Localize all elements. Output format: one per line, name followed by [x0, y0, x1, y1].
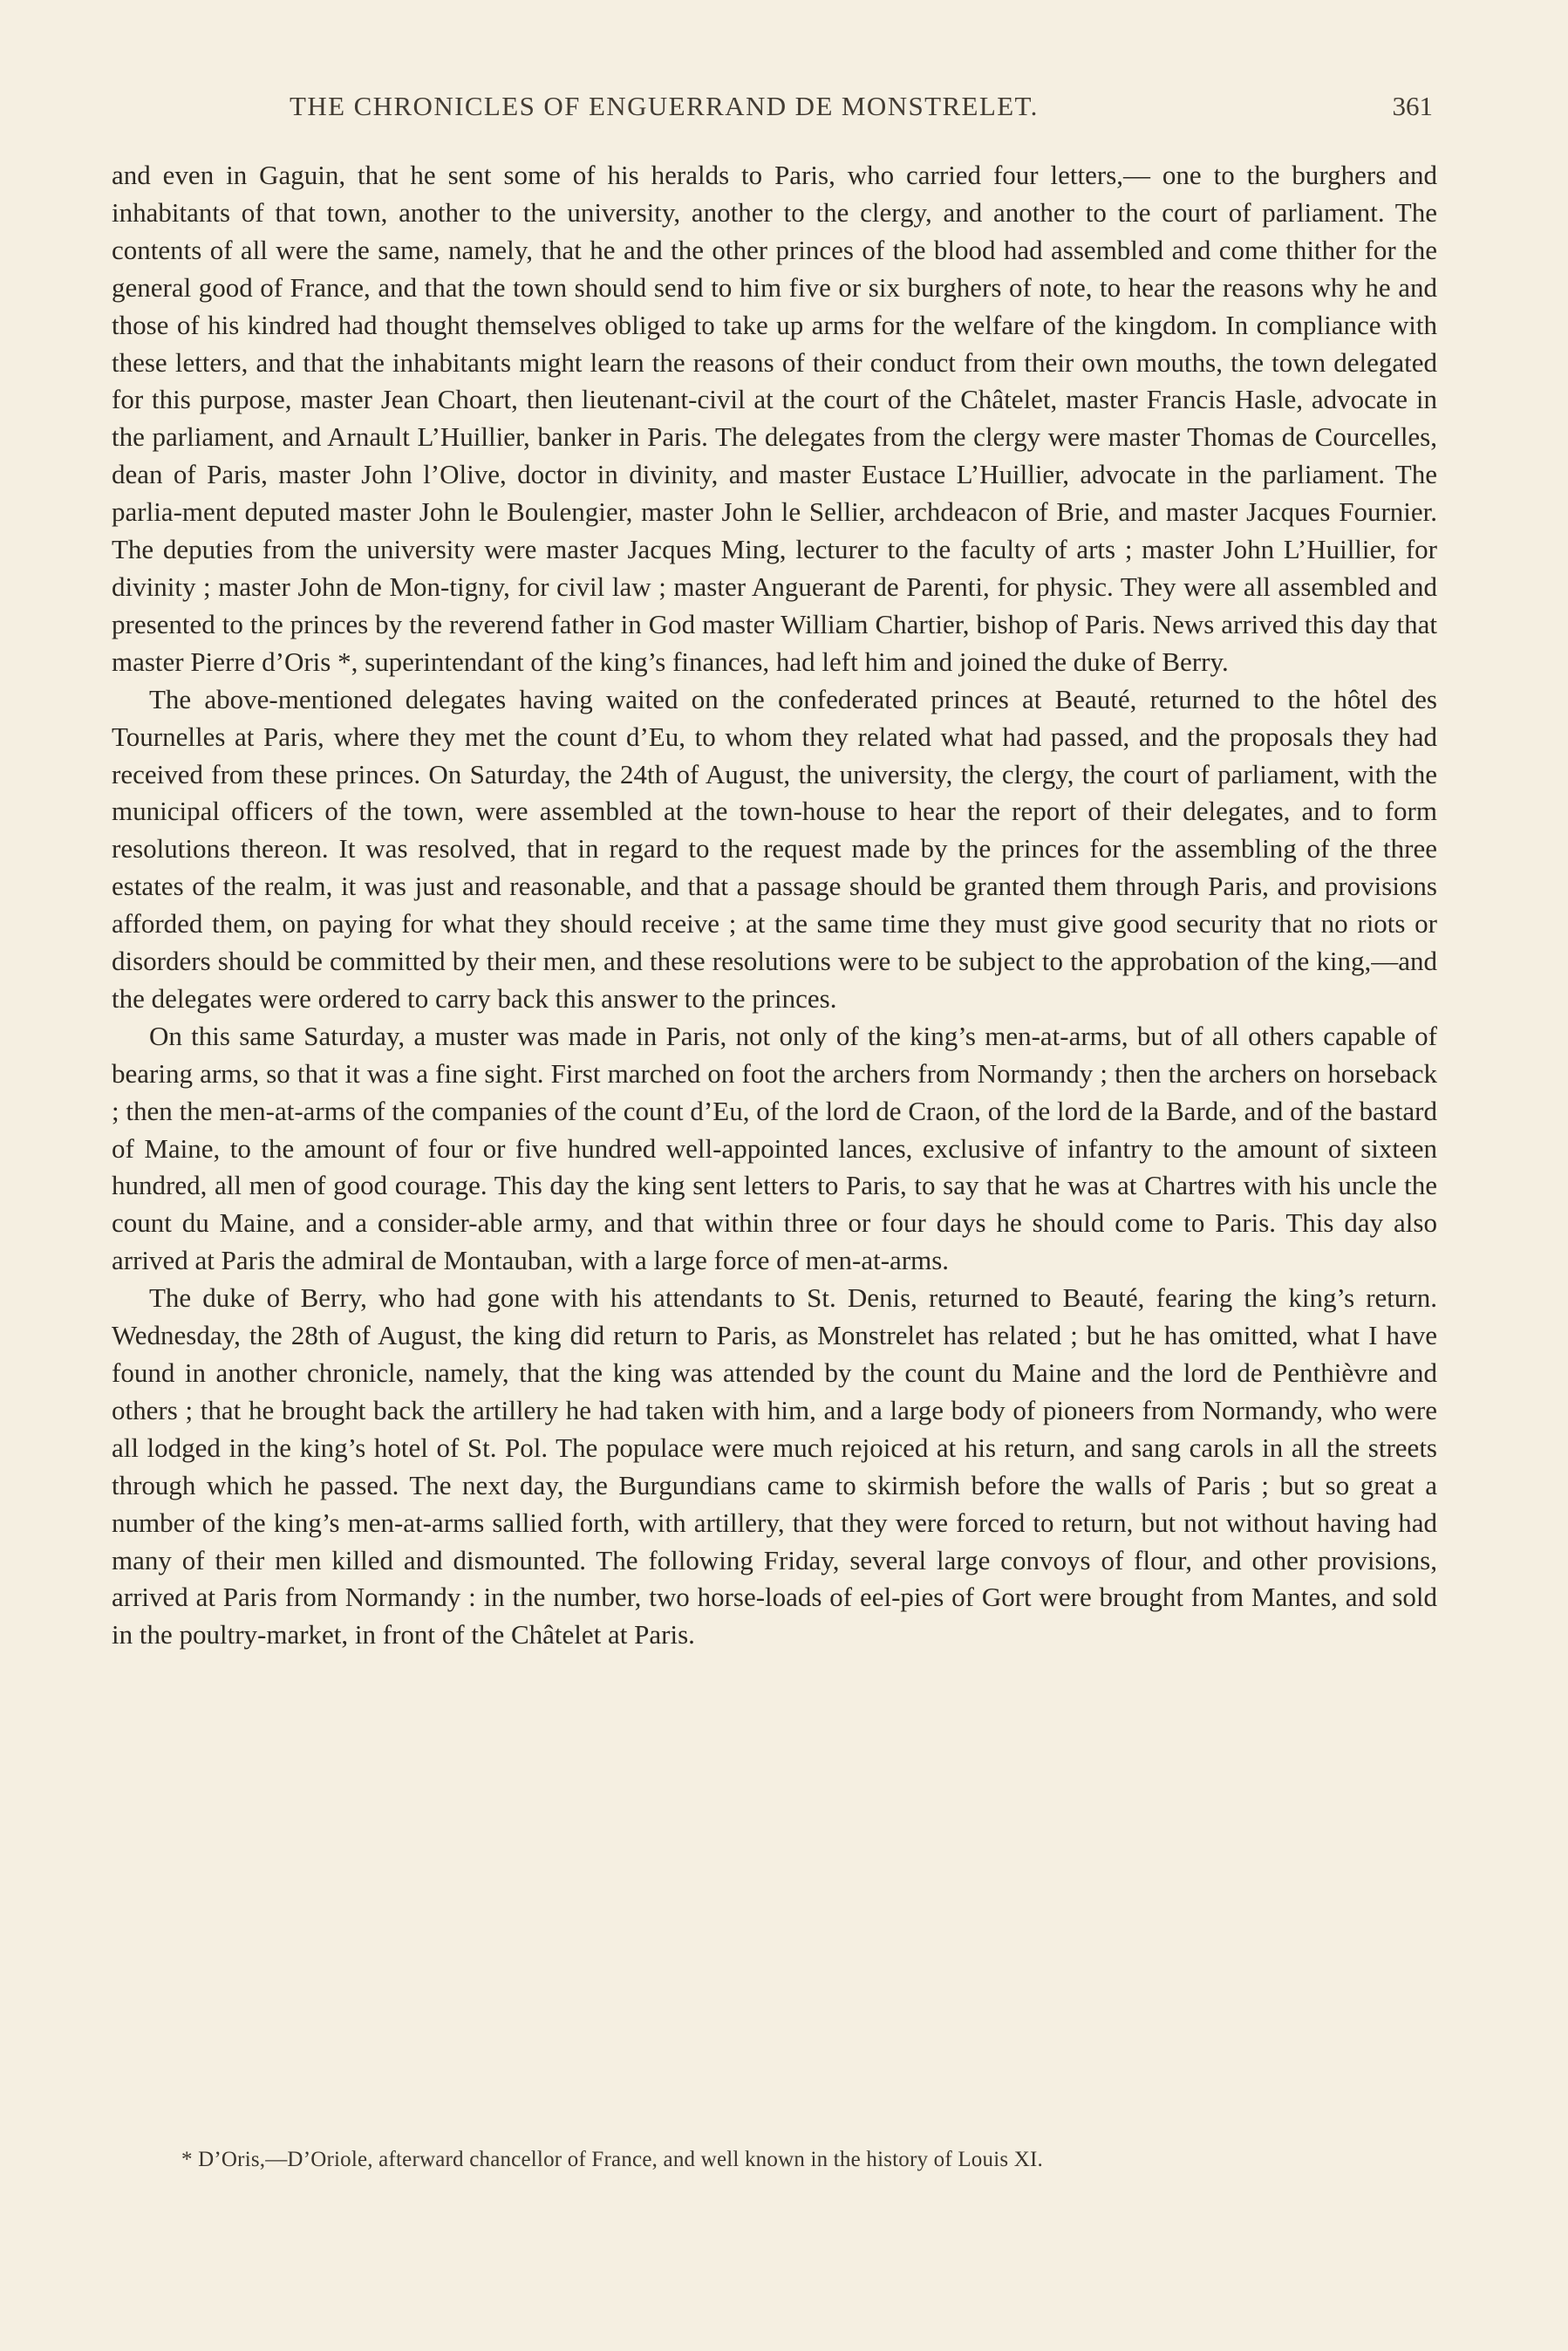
paragraph: The duke of Berry, who had gone with his attendants to St. Denis, returned to Beauté, fearing the king’s return. Wednesday, the 28th of August, the king did return to Paris, as Monstrelet has related ; but he has omitted, what I have found in another chronicle, namely, that the king was attended by the count du Maine and the lord de Penthièvre and others ; that he brought back the artillery he had taken with him, and a large body of pioneers from Normandy, who were all lodged in the king’s hotel of St. Pol. The populace were much rejoiced at his return, and sang carols in all the streets through which he passed. The next day, the Burgundians came to skirmish before the walls of Paris ; but so great a number of the king’s men-at-arms sallied forth, with artillery, that they were forced to return, but not without having had many of their men killed and dismounted. The following Friday, several large convoys of flour, and other provisions, arrived at Paris from Normandy : in the number, two horse-loads of eel-pies of Gort were brought from Mantes, and sold in the poultry-market, in front of the Châtelet at Paris.	[112, 1282, 1437, 1650]
paragraph: On this same Saturday, a muster was made in Paris, not only of the king’s men-at-arms, but of all others capable of bearing arms, so that it was a fine sight. First marched on foot the archers from Normandy ; then the archers on horseback ; then the men-at-arms of the companies of the count d’Eu, of the lord de Craon, of the lord de la Barde, and of the bastard of Maine, to the amount of four or five hundred well-appointed lances, exclusive of infantry to the amount of sixteen hundred, all men of good courage. This day the king sent letters to Paris, to say that he was at Chartres with his uncle the count du Maine, and a consider-able army, and that within three or four days he should come to Paris. This day also arrived at Paris the admiral de Montauban, with a large force of men-at-arms.	[112, 1020, 1437, 1276]
header-title: THE CHRONICLES OF ENGUERRAND DE MONSTRELET.	[290, 91, 1039, 121]
paragraph: The above-mentioned delegates having waited on the confederated princes at Beauté, returned to the hôtel des Tournelles at Paris, where they met the count d’Eu, to whom they related what had passed, and the proposals they had received from these princes. On Saturday, the 24th of August, the university, the clergy, the court of parliament, with the municipal officers of the town, were assembled at the town-house to hear the report of their delegates, and to form resolutions thereon. It was resolved, that in regard to the request made by the princes for the assembling of the three estates of the realm, it was just and reasonable, and that a passage should be granted them through Paris, and provisions afforded them, on paying for what they should receive ; at the same time they must give good security that no riots or disorders should be committed by their men, and these resolutions were to be subject to the approbation of the king,—and the delegates were ordered to carry back this answer to the princes.	[112, 683, 1437, 1014]
main-text	[112, 157, 1437, 1654]
running-head	[112, 91, 1433, 126]
footnote: * D’Oris,—D’Oriole, afterward chancellor of France, and well known in the history of Louis XI.	[181, 2148, 1043, 2171]
page-number: 361	[1392, 91, 1433, 121]
paragraph: and even in Gaguin, that he sent some of his heralds to Paris, who carried four letters,— one to the burghers and inhabitants of that town, another to the university, another to the clergy, and another to the court of parliament. The contents of all were the same, namely, that he and the other princes of the blood had assembled and come thither for the general good of France, and that the town should send to him five or six burghers of note, to hear the reasons why he and those of his kindred had thought themselves obliged to take up arms for the welfare of the kingdom. In compliance with these letters, and that the inhabitants might learn the reasons of their conduct from their own mouths, the town delegated for this purpose, master Jean Choart, then lieutenant-civil at the court of the Châtelet, master Francis Hasle, advocate in the parliament, and Arnault L’Huillier, banker in Paris. The delegates from the clergy were master Thomas de Courcelles, dean of Paris, master John l’Olive, doctor in divinity, and master Eustace L’Huillier, advocate in the parliament. The parlia-ment deputed master John le Boulengier, master John le Sellier, archdeacon of Brie, and master Jacques Fournier. The deputies from the university were master Jacques Ming, lecturer to the faculty of arts ; master John L’Huillier, for divinity ; master John de Mon-tigny, for civil law ; master Anguerant de Parenti, for physic. They were all assembled and presented to the princes by the reverend father in God master William Chartier, bishop of Paris. News arrived this day that master Pierre d’Oris *, superintendant of the king’s finances, had left him and joined the duke of Berry.	[112, 160, 1437, 677]
